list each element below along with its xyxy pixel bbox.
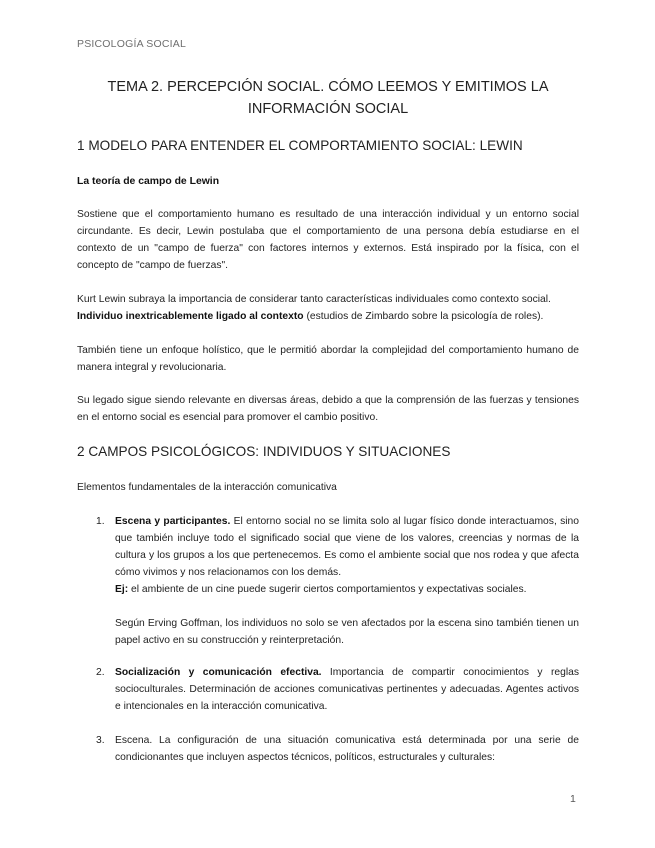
list-item-title: Escena y participantes.: [115, 516, 231, 527]
list-item-text: Importancia de compartir conocimientos y reglas socioculturales. Determinación de acciones comunicativas pertinentes y adecuadas. Agentes activos e intencionales en la interacción comunicativa.: [115, 667, 579, 712]
list-item: [96, 513, 579, 649]
list-item-title: Socialización y comunicación efectiva.: [115, 667, 322, 678]
section-2-intro: Elementos fundamentales de la interacción comunicativa: [77, 482, 337, 493]
paragraph-kurt-lewin-text: Kurt Lewin subraya la importancia de considerar tanto características individuales como contexto social.: [77, 294, 551, 305]
document-title: TEMA 2. PERCEPCIÓN SOCIAL. CÓMO LEEMOS Y EMITIMOS LA INFORMACIÓN SOCIAL: [107, 79, 549, 117]
list-item-text: El entorno social no se limita solo al lugar físico donde interactuamos, sino que también incluye todo el significado social que viene de los valores, creencias y normas de la cultura y los grupos a los que pertenecemos. Es como el ambiente social que nos rodea y que afecta cómo vivimos y nos relacionamos con los demás.: [115, 516, 579, 578]
section-1-heading: 1 MODELO PARA ENTENDER EL COMPORTAMIENTO SOCIAL: LEWIN: [77, 138, 523, 153]
list-item: [96, 664, 579, 715]
running-header: PSICOLOGÍA SOCIAL: [77, 38, 187, 50]
paragraph-kurt-lewin-bold: Individuo inextricablemente ligado al contexto: [77, 311, 304, 322]
list-item-body: Escena. La configuración de una situación comunicativa está determinada por una serie de condicionantes que incluyen aspectos técnicos, políticos, estructurales y culturales:: [115, 735, 579, 763]
list-item-number: 2.: [96, 667, 105, 678]
list-item-example-text: el ambiente de un cine puede sugerir ciertos comportamientos y expectativas sociales.: [128, 584, 527, 595]
list-item-body: [115, 664, 579, 715]
list-item: [96, 732, 579, 766]
list-item-body: [115, 513, 579, 598]
list-item-goffman-note: Según Erving Goffman, los individuos no solo se ven afectados por la escena sino también tienen un papel activo en su construcción y reinterpretación.: [115, 618, 579, 646]
paragraph-legacy: Su legado sigue siendo relevante en diversas áreas, debido a que la comprensión de las fuerzas y tensiones en el entorno social es esencial para promover el cambio positivo.: [77, 395, 579, 423]
paragraph-kurt-lewin: [77, 291, 579, 325]
paragraph-holistic: También tiene un enfoque holístico, que le permitió abordar la complejidad del comportamiento humano de manera integral y revolucionaria.: [77, 345, 579, 373]
list-item-example-label: Ej:: [115, 584, 129, 595]
paragraph-lewin-field-theory: Sostiene que el comportamiento humano es resultado de una interacción individual y un entorno social circundante. Es decir, Lewin postulaba que el comportamiento de una persona debía estudiarse en el contexto de un "campo de fuerza" con factores internos y externos. Está inspirado por la física, con el concepto de "campo de fuerzas".: [77, 209, 579, 271]
page-number: 1: [570, 793, 576, 805]
section-1-subheading: La teoría de campo de Lewin: [77, 176, 220, 187]
list-item-number: 1.: [96, 516, 105, 527]
paragraph-kurt-lewin-tail: (estudios de Zimbardo sobre la psicología de roles).: [303, 311, 544, 322]
list-item-number: 3.: [96, 735, 105, 746]
section-2-heading: 2 CAMPOS PSICOLÓGICOS: INDIVIDUOS Y SITUACIONES: [77, 444, 451, 459]
